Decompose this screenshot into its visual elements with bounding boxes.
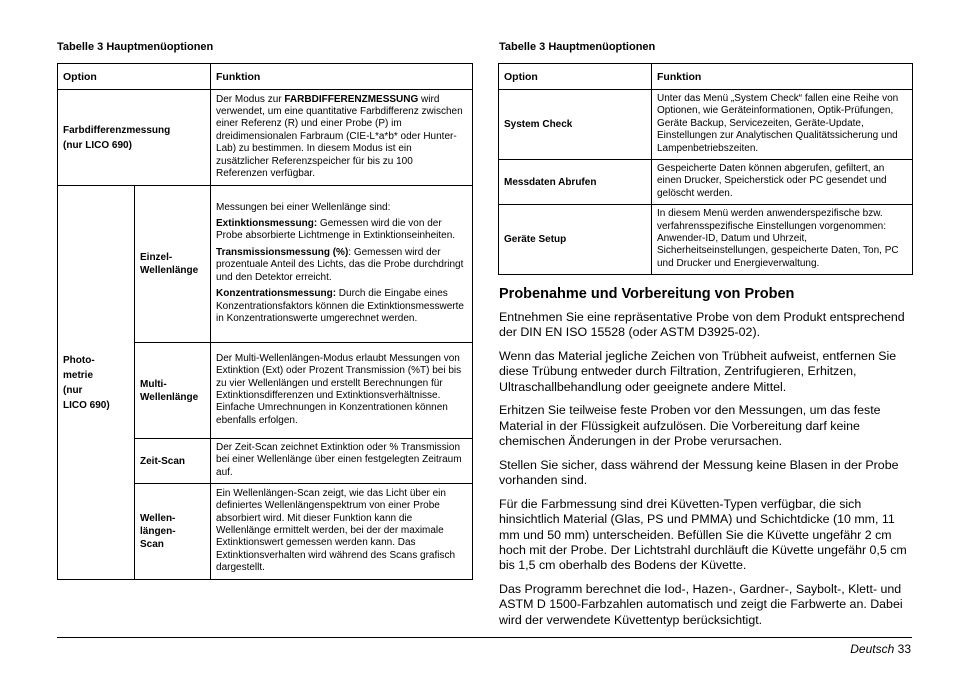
funktion-messdaten-abrufen: Gespeicherte Daten können abgerufen, gefiltert, an einen Drucker, Speicherstick oder PC gesendet und gelöscht werden. — [652, 160, 913, 205]
text-bold: FARBDIFFERENZMESSUNG — [284, 93, 419, 105]
funktion-zeit-scan: Der Zeit-Scan zeichnet Extinktion oder % Transmission bei einer Wellenlänge über einen festgelegten Zeitraum auf. — [211, 439, 473, 484]
option-label: Einzel- — [140, 252, 173, 263]
table-row — [58, 90, 473, 186]
paragraph: Wenn das Material jegliche Zeichen von Trübheit aufweist, entfernen Sie diese Trübung entweder durch Filtration, Zentrifugieren, Erhitzen, Ultraschallbehandlung oder geeignete andere Mittel. — [499, 349, 897, 394]
funktion-wellenlaengen-scan: Ein Wellenlängen-Scan zeigt, wie das Licht über ein definiertes Wellenlängenspektrum von einer Probe absorbiert wird. Mit dieser Funktion kann die Wellenlänge ermittelt werden, bei der der maximale Extinktionswert gemessen werden kann. Das Extinktionsverhalten wird während des Scans grafisch dargestellt. — [211, 484, 473, 580]
text: Messungen bei einer Wellenlänge sind: — [216, 201, 391, 213]
paragraph — [216, 247, 467, 284]
table-row — [499, 90, 913, 160]
option-geraete-setup: Geräte Setup — [499, 205, 652, 275]
option-note: LICO 690) — [63, 399, 110, 411]
funktion-system-check: Unter das Menü „System Check“ fallen eine Reihe von Optionen, wie Geräteinformationen, Optik-Prüfungen, Geräte Backup, Servicezeiten, Geräte-Update, Einstellungen zur Analytischen Qualitätssicherung und Lampenbetriebszeiten. — [652, 90, 913, 160]
text: Der Modus zur — [216, 93, 285, 105]
page-number: 33 — [897, 642, 911, 656]
option-label: längen- — [140, 526, 176, 538]
paragraph: Stellen Sie sicher, dass während der Messung keine Blasen in der Probe vorhanden sind. — [499, 457, 899, 488]
text-bold: Transmissionsmessung (%) — [216, 246, 349, 258]
page-footer — [850, 642, 911, 656]
option-label: Farbdifferenzmessung — [63, 124, 171, 136]
funktion-multi-wellenlaenge: Der Multi-Wellenlängen-Modus erlaubt Messungen von Extinktion (Ext) oder Prozent Transmission (%T) bei bis zu vier Wellenlängen und erstellt Berechnungen für Extinktionsdifferenzen und Extinktionsverhältnisse. Einfache Umrechnungen in Konzentrationen können ebenfalls erfolgen. — [211, 343, 473, 439]
right-table-caption: Tabelle 3 Hauptmenüoptionen — [499, 41, 656, 53]
header-funktion: Funktion — [211, 64, 473, 90]
section-probenahme — [499, 286, 913, 636]
section-heading: Probenahme und Vorbereitung von Proben — [499, 286, 795, 302]
option-multi-wellenlaenge — [135, 343, 211, 439]
option-einzel-wellenlaenge — [135, 186, 211, 343]
right-main-menu-table — [498, 63, 913, 275]
table-row — [58, 186, 473, 343]
option-label: Wellen- — [140, 513, 176, 525]
text: wird verwendet, um eine quantitative Farbdifferenz zwischen einer Referenz (R) und einer Probe (P) im dreidimensionalen Farbraum (CIE-L*a*b* oder Hunter-Lab) zu bestimmen. In diesem Modus ist ein zusätzlicher Referenzspeicher für bis zu 100 Referenzen verfügbar. — [216, 93, 463, 180]
text: Gemessen wird die von der Probe absorbierte Lichtmenge in Extinktionseinheiten. — [216, 218, 456, 242]
paragraph: Das Programm berechnet die Iod-, Hazen-, Gardner-, Saybolt-, Klett- und ASTM D 1500-Farbzahlen automatisch und zeigt die Farbwerte an. Dabei wird der verwendete Küvettentyp berücksichtigt. — [499, 581, 903, 627]
option-label: Wellenlänge — [140, 265, 199, 276]
header-option: Option — [58, 64, 211, 90]
table-row — [499, 205, 913, 275]
paragraph: Erhitzen Sie teilweise feste Proben vor den Messungen, um das feste Material in der Flüssigkeit aufzulösen. Die Vorbereitung darf keine chemischen Änderungen in der Probe verursachen. — [499, 403, 881, 449]
option-farbdifferenz — [58, 90, 211, 186]
option-messdaten-abrufen: Messdaten Abrufen — [499, 160, 652, 205]
table-row — [499, 160, 913, 205]
funktion-geraete-setup: In diesem Menü werden anwenderspezifische bzw. verfahrensspezifische Einstellungen vorgenommen: Anwender-ID, Datum und Uhrzeit, Sicherheitseinstellungen, gespeicherte Daten, Ton, PC und Drucker und Energieverwaltung. — [652, 205, 913, 275]
header-funktion: Funktion — [652, 64, 913, 90]
funktion-einzel-wellenlaenge — [211, 186, 473, 343]
paragraph: Entnehmen Sie eine repräsentative Probe von dem Produkt entsprechend der DIN EN ISO 15528 (oder ASTM D3925-02). — [499, 310, 905, 340]
paragraph: Für die Farbmessung sind drei Küvetten-Typen verfügbar, die sich hinsichtlich Material (Glas, PS und PMMA) und Schichtdicke (10 mm, 11 mm und 50 mm) unterscheiden. Befüllen Sie die Küvette ungefähr 2 cm hoch mit der Probe. Der Lichtstrahl durchläuft die Küvette ungefähr 0,5 cm bis 1,5 cm oberhalb des Bodens der Küvette. — [499, 496, 907, 573]
footer-divider — [57, 637, 912, 638]
paragraph — [216, 288, 467, 325]
text: : Gemessen wird der prozentuale Anteil des Lichts, das die Probe durchdringt und den Detektor erreicht. — [216, 246, 464, 283]
footer-language: Deutsch — [850, 642, 895, 656]
left-main-menu-table — [57, 63, 473, 580]
text: Durch die Eingabe eines Konzentrationsfaktors können die Extinktionsmesswerte in Konzentrationswerte umgerechnet werden. — [216, 288, 464, 324]
option-label: Wellenlänge — [140, 391, 199, 403]
option-label: metrie — [63, 369, 94, 381]
header-option: Option — [499, 64, 652, 90]
funktion-farbdifferenz — [211, 90, 473, 186]
option-zeit-scan: Zeit-Scan — [135, 439, 211, 484]
left-table-caption: Tabelle 3 Hauptmenüoptionen — [57, 41, 214, 53]
option-wellenlaengen-scan — [135, 484, 211, 580]
option-label: Multi- — [140, 378, 167, 390]
table-header-row — [499, 64, 913, 90]
table-header-row — [58, 64, 473, 90]
option-system-check: System Check — [499, 90, 652, 160]
option-photometrie — [58, 186, 135, 580]
option-note: (nur — [63, 384, 83, 396]
option-note: (nur LICO 690) — [63, 139, 132, 151]
paragraph — [216, 218, 467, 243]
option-label: Photo- — [63, 354, 95, 366]
text-bold: Extinktionsmessung: — [216, 218, 318, 230]
text-bold: Konzentrationsmessung: — [216, 288, 337, 300]
option-label: Scan — [140, 539, 164, 551]
